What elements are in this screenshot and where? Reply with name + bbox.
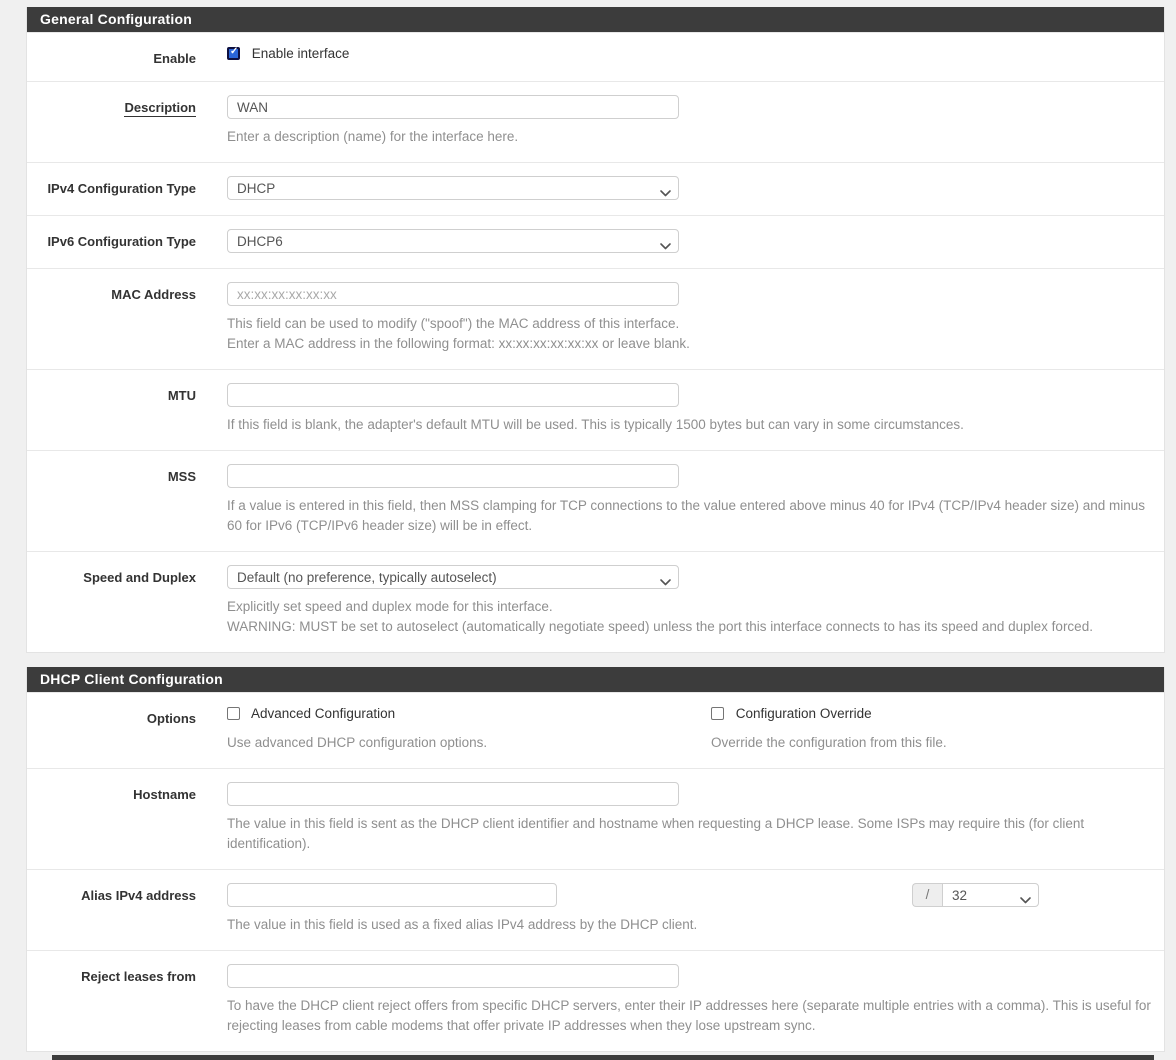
mac-address-help-line2: Enter a MAC address in the following format: xx:xx:xx:xx:xx:xx or leave blank. [227,336,690,351]
mss-label: MSS [167,469,196,484]
mtu-help: If this field is blank, the adapter's default MTU will be used. This is typically 1500 bytes but can vary in some circumstances. [227,417,964,432]
mss-input[interactable] [227,464,679,488]
hostname-row [27,768,1164,869]
mac-address-row [27,268,1164,369]
advanced-configuration-option[interactable] [227,706,395,721]
alias-cidr-group [912,883,1039,907]
ipv6-config-type-row [27,215,1164,268]
mtu-row [27,369,1164,450]
dhcp-client-configuration-heading: DHCP Client Configuration [27,667,1164,692]
description-row [27,81,1164,162]
ipv4-config-type-label: IPv4 Configuration Type [47,181,196,196]
cidr-slash-addon: / [912,883,942,907]
description-input[interactable] [227,95,679,119]
advanced-configuration-help: Use advanced DHCP configuration options. [227,735,488,750]
reject-leases-help: To have the DHCP client reject offers from specific DHCP servers, enter their IP addresses here (separate multiple entries with a comma). This is useful for rejecting leases from cable modems that offer private IP addresses when they lose upstream sync. [227,998,1151,1033]
reject-leases-input[interactable] [227,964,679,988]
advanced-configuration-checkbox-label[interactable]: Advanced Configuration [251,706,396,721]
mac-address-label: MAC Address [111,287,196,302]
mss-help: If a value is entered in this field, then MSS clamping for TCP connections to the value entered above minus 40 for IPv4 (TCP/IPv4 header size) and minus 60 for IPv6 (TCP/IPv6 header size) will be in effect. [227,498,1145,533]
general-configuration-panel [26,7,1165,653]
enable-label: Enable [153,51,196,66]
ipv4-config-type-select[interactable] [227,176,679,200]
configuration-override-checkbox-label[interactable]: Configuration Override [735,706,872,721]
hostname-input[interactable] [227,782,679,806]
alias-ipv4-help: The value in this field is used as a fixed alias IPv4 address by the DHCP client. [227,917,698,932]
description-help: Enter a description (name) for the interface here. [227,129,519,144]
mtu-label: MTU [167,388,196,403]
next-section-heading-partial [52,1055,1154,1060]
alias-ipv4-row [27,869,1164,950]
reject-leases-row [27,950,1164,1051]
hostname-label: Hostname [133,787,196,802]
speed-duplex-select[interactable] [227,565,679,589]
enable-interface-checkbox-label[interactable]: Enable interface [251,46,350,61]
configuration-override-checkbox[interactable] [711,707,724,720]
speed-duplex-help-line2: WARNING: MUST be set to autoselect (automatically negotiate speed) unless the port this interface connects to has its speed and duplex forced. [227,619,1093,634]
dhcp-options-row [27,692,1164,768]
reject-leases-label: Reject leases from [81,969,196,984]
ipv4-config-type-row [27,162,1164,215]
mac-address-input[interactable] [227,282,679,306]
speed-duplex-help-line1: Explicitly set speed and duplex mode for this interface. [227,599,553,614]
configuration-override-option[interactable] [711,706,872,721]
enable-row [27,32,1164,81]
alias-ipv4-label: Alias IPv4 address [81,888,196,903]
general-configuration-heading: General Configuration [27,7,1164,32]
ipv6-config-type-select[interactable] [227,229,679,253]
hostname-help: The value in this field is sent as the DHCP client identifier and hostname when requesting a DHCP lease. Some ISPs may require this (for client identification). [227,816,1085,851]
enable-interface-option[interactable] [227,46,349,61]
mtu-input[interactable] [227,383,679,407]
alias-cidr-select[interactable] [942,883,1039,907]
dhcp-options-label: Options [146,711,196,726]
alias-ipv4-input[interactable] [227,883,557,907]
mss-row [27,450,1164,551]
enable-interface-checkbox[interactable] [227,47,240,60]
advanced-configuration-checkbox[interactable] [227,707,240,720]
dhcp-client-configuration-panel [26,667,1165,1052]
description-label: Description [124,100,196,115]
ipv6-config-type-label: IPv6 Configuration Type [47,234,196,249]
configuration-override-help: Override the configuration from this file. [711,735,947,750]
mac-address-help-line1: This field can be used to modify ("spoof") the MAC address of this interface. [227,316,680,331]
speed-duplex-row [27,551,1164,652]
speed-duplex-label: Speed and Duplex [83,570,196,585]
